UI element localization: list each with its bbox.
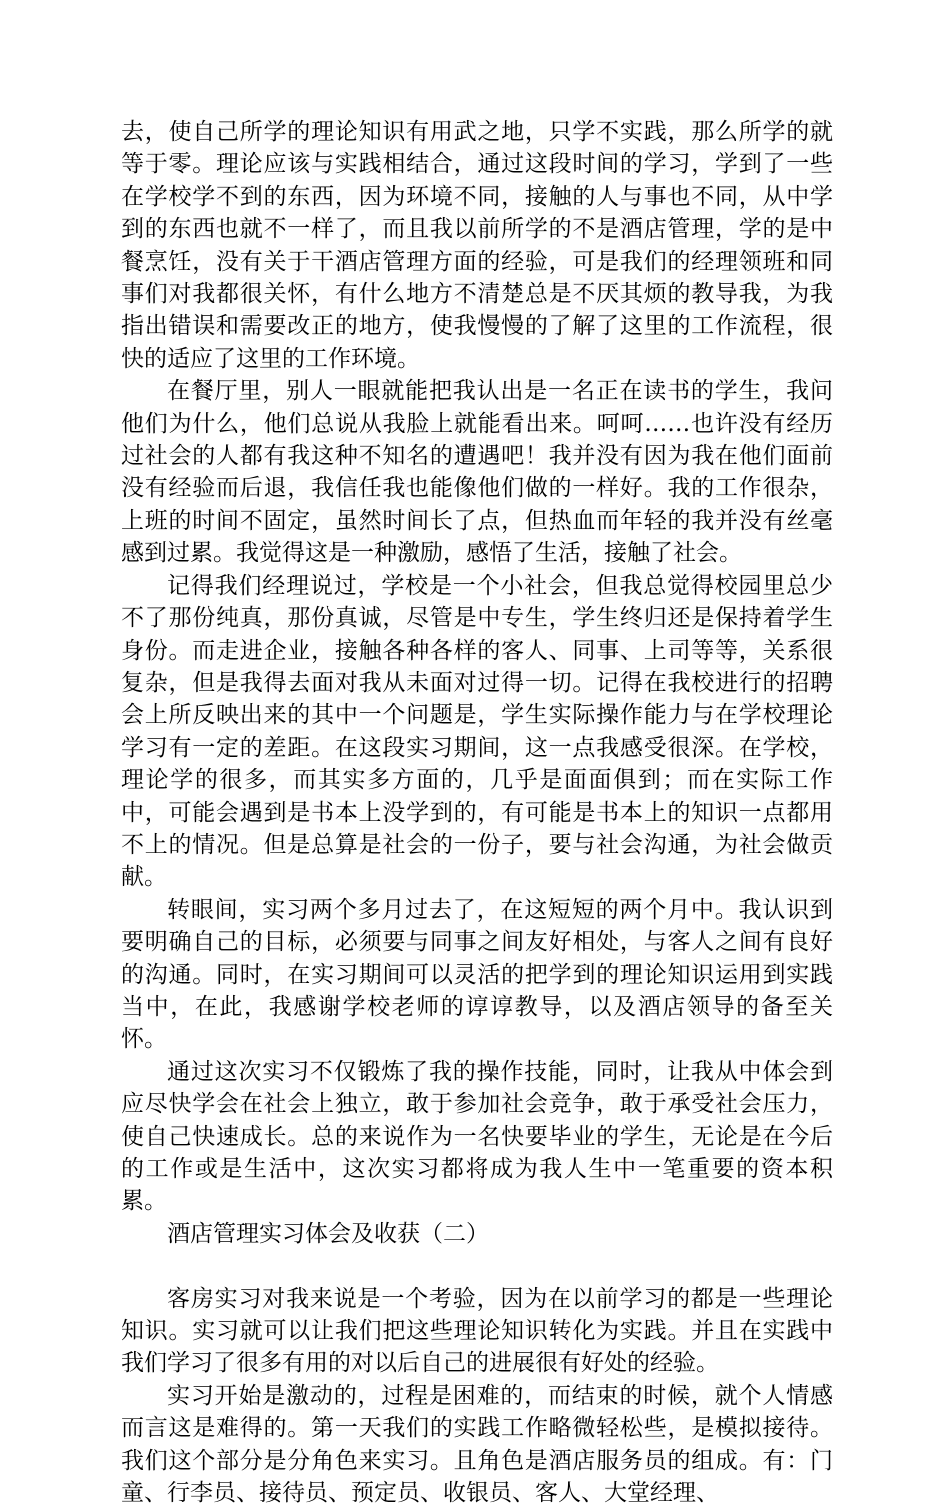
paragraph: 在餐厅里，别人一眼就能把我认出是一名正在读书的学生，我问他们为什么，他们总说从我脸上就能看出来。呵呵……也许没有经历过社会的人都有我这种不知名的遭遇吧！我并没有因为我在他们面前没有经验而后退，我信任我也能像他们做的一样好。我的工作很杂，上班的时间不固定，虽然时间长了点，但热血而年轻的我并没有丝毫感到过累。我觉得这是一种激励，感悟了生活，接触了社会。	[121, 378, 833, 567]
paragraph: 记得我们经理说过，学校是一个小社会，但我总觉得校园里总少不了那份纯真，那份真诚，尽管是中专生，学生终归还是保持着学生身份。而走进企业，接触各种各样的客人、同事、上司等等，关系很复杂，但是我得去面对我从未面对过得一切。记得在我校进行的招聘会上所反映出来的其中一个问题是，学生实际操作能力与在学校理论学习有一定的差距。在这段实习期间，这一点我感受很深。在学校，理论学的很多，而其实多方面的，几乎是面面俱到；而在实际工作中，可能会遇到是书本上没学到的，有可能是书本上的知识一点都用不上的情况。但是总算是社会的一份子，要与社会沟通，为社会做贡献。	[121, 572, 833, 891]
paragraph: 实习开始是激动的，过程是困难的，而结束的时候，就个人情感而言这是难得的。第一天我们的实践工作略微轻松些，是模拟接待。我们这个部分是分角色来实习。且角色是酒店服务员的组成。有：门童、行李员、接待员、预定员、收银员、客人、大堂经理、	[121, 1382, 833, 1507]
blank-line	[121, 1250, 833, 1282]
document-body	[121, 116, 833, 1509]
paragraph: 客房实习对我来说是一个考验，因为在以前学习的都是一些理论知识。实习就可以让我们把这些理论知识转化为实践。并且在实践中我们学习了很多有用的对以后自己的进展很有好处的经验。	[121, 1285, 833, 1377]
paragraph-continuation: 去，使自己所学的理论知识有用武之地，只学不实践，那么所学的就等于零。理论应该与实践相结合，通过这段时间的学习，学到了一些在学校学不到的东西，因为环境不同，接触的人与事也不同，从中学到的东西也就不一样了，而且我以前所学的不是酒店管理，学的是中餐烹饪，没有关于干酒店管理方面的经验，可是我们的经理领班和同事们对我都很关怀，有什么地方不清楚总是不厌其烦的教导我，为我指出错误和需要改正的地方，使我慢慢的了解了这里的工作流程，很快的适应了这里的工作环境。	[121, 119, 833, 372]
paragraph: 通过这次实习不仅锻炼了我的操作技能，同时，让我从中体会到应尽快学会在社会上独立，敢于参加社会竞争，敢于承受社会压力，使自己快速成长。总的来说作为一名快要毕业的学生，无论是在今后的工作或是生活中，这次实习都将成为我人生中一笔重要的资本积累。	[121, 1058, 833, 1215]
section-subtitle: 酒店管理实习体会及收获（二）	[167, 1220, 489, 1247]
paragraph: 转眼间，实习两个多月过去了，在这短短的两个月中。我认识到要明确自己的目标，必须要与同事之间友好相处，与客人之间有良好的沟通。同时，在实习期间可以灵活的把学到的理论知识运用到实践当中，在此，我感谢学校老师的谆谆教导，以及酒店领导的备至关怀。	[121, 896, 833, 1053]
